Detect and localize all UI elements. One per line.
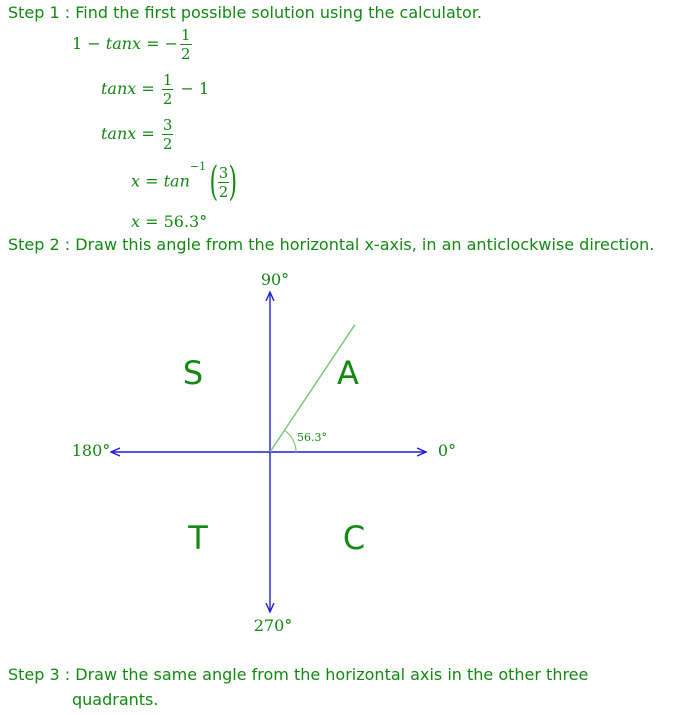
eq1-denominator: 2 (181, 45, 191, 63)
step-2-text: Draw this angle from the horizontal x-axis, in an anticlockwise direction. (75, 235, 655, 254)
eq4-exponent: −1 (189, 160, 207, 174)
step-3-text-line1: Draw the same angle from the horizontal axis in the other three (75, 665, 589, 684)
eq1-tan: tanx (105, 34, 142, 53)
quadrant-s: S (182, 354, 204, 392)
eq4-x: x (131, 171, 141, 191)
step-1-text: Find the first possible solution using the calculator. (75, 3, 483, 22)
angle-label: 56.3° (297, 431, 327, 444)
eq5-x: x (131, 212, 141, 231)
eq2-tan: tanx (101, 79, 137, 98)
eq4-tan: tan (163, 171, 190, 191)
eq4-equals: = (140, 171, 164, 191)
eq5-rest: = 56.3° (140, 212, 208, 231)
angle-arc (284, 430, 296, 452)
eq4-numerator: 3 (218, 163, 229, 182)
eq4-denominator: 2 (218, 182, 229, 201)
eq3-denominator: 2 (162, 135, 173, 153)
step-1-label: Step 1 : (8, 3, 71, 22)
eq3-equals: = (136, 124, 160, 143)
eq1-equals: = − (141, 34, 179, 53)
quadrant-t: T (188, 519, 208, 557)
eq1-lhs: 1 − (72, 34, 106, 53)
step-3-label: Step 3 : (8, 665, 71, 684)
quadrant-c: C (342, 519, 366, 557)
eq4-right-paren: ) (228, 159, 238, 205)
eq2-denominator: 2 (162, 90, 173, 108)
label-90: 90° (260, 270, 290, 289)
step-3-continued (72, 689, 158, 711)
eq2-rest: − 1 (175, 79, 210, 98)
quadrant-a: A (337, 354, 359, 392)
eq2-numerator: 1 (162, 71, 173, 89)
step-3 (8, 664, 588, 686)
eq2-equals: = (136, 79, 160, 98)
label-270: 270° (253, 616, 293, 635)
eq4-left-paren: ( (209, 159, 219, 205)
label-180: 180° (71, 441, 111, 460)
step-2-label: Step 2 : (8, 235, 71, 254)
eq1-numerator: 1 (181, 26, 191, 44)
eq3-tan: tanx (101, 124, 137, 143)
label-0: 0° (437, 441, 457, 460)
eq3-numerator: 3 (162, 116, 173, 134)
step-3-text-line2: quadrants. (72, 690, 159, 709)
